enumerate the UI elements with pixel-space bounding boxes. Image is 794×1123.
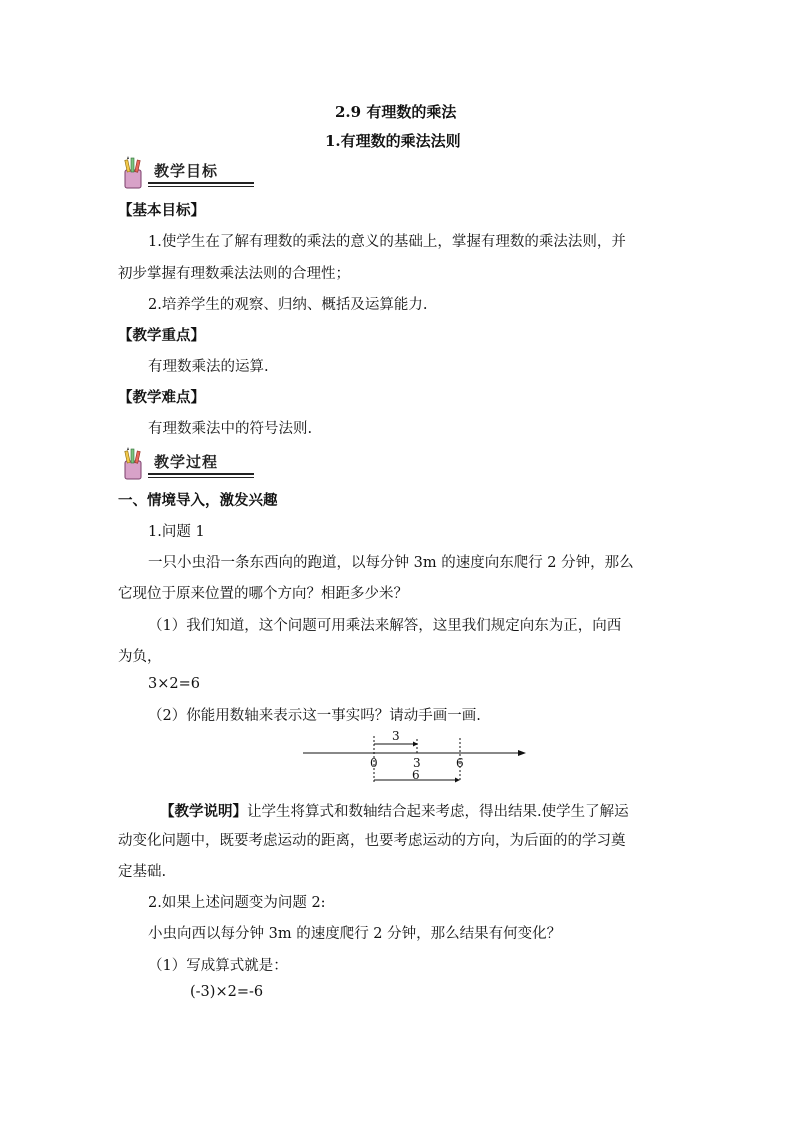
axis-arrowhead: [518, 750, 526, 756]
key-point-text: 有理数乘法的运算.: [148, 359, 269, 375]
difficulty-text: 有理数乘法中的符号法则.: [148, 421, 313, 437]
teaching-note-line1: [160, 800, 629, 821]
teaching-note-line3: 定基础.: [118, 864, 167, 880]
question2-text: 小虫向西以每分钟 3m 的速度爬行 2 分钟，那么结果有何变化？: [148, 926, 562, 942]
tick-3-label: 3: [413, 756, 421, 770]
teaching-note-heading: 【教学说明】: [160, 803, 247, 820]
pencil-cup-icon: [118, 156, 152, 190]
number-line-figure: [300, 726, 530, 788]
equation2: (-3)×2=-6: [190, 984, 264, 1000]
part2-text: （2）你能用数轴来表示这一事实吗？请动手画一画.: [148, 708, 481, 724]
tick-6-label: 6: [456, 756, 464, 770]
part1-line1: （1）我们知道，这个问题可用乘法来解答，这里我们规定向东为正，向西: [148, 618, 622, 634]
basic-goal-heading: 【基本目标】: [118, 202, 205, 219]
equation1: 3×2=6: [148, 676, 200, 692]
question2-part1: （1）写成算式就是：: [148, 958, 288, 974]
banner-label: 教学目标: [154, 162, 219, 180]
teaching-note-line2: 动变化问题中，既要考虑运动的距离，也要考虑运动的方向，为后面的的学习奠: [118, 833, 626, 849]
part1-line2: 为负，: [118, 649, 162, 665]
top-distance-label: 3: [392, 729, 400, 743]
question2-label: 2.如果上述问题变为问题 2:: [148, 895, 326, 911]
banner-label: 教学过程: [154, 453, 219, 471]
basic-goal-line1: 1.使学生在了解有理数的乘法的意义的基础上，掌握有理数的乘法法则，并: [148, 234, 626, 250]
pencil-cup-icon: [118, 447, 152, 481]
difficulty-heading: 【教学难点】: [118, 389, 205, 406]
lesson-title: 2.9 有理数的乘法: [335, 103, 457, 121]
basic-goal-line3: 2.培养学生的观察、归纳、概括及运算能力.: [148, 297, 428, 313]
basic-goal-line2: 初步掌握有理数乘法法则的合理性；: [118, 266, 350, 282]
bottom-distance-label: 6: [412, 768, 420, 782]
banner-teaching-process: [118, 447, 258, 481]
tick-0-label: 0: [370, 756, 378, 770]
lesson-subtitle: 1.有理数的乘法法则: [325, 132, 461, 150]
question1-line1: 一只小虫沿一条东西向的跑道，以每分钟 3m 的速度向东爬行 2 分钟，那么: [148, 555, 634, 571]
section1-heading: 一、情境导入，激发兴趣: [118, 492, 278, 509]
question1-line2: 它现位于原来位置的哪个方向？相距多少米？: [118, 586, 408, 602]
banner-teaching-goals: [118, 156, 258, 190]
key-point-heading: 【教学重点】: [118, 327, 205, 344]
teaching-note-text: 让学生将算式和数轴结合起来考虑，得出结果.使学生了解运: [247, 804, 629, 820]
question1-label: 1.问题 1: [148, 524, 205, 540]
